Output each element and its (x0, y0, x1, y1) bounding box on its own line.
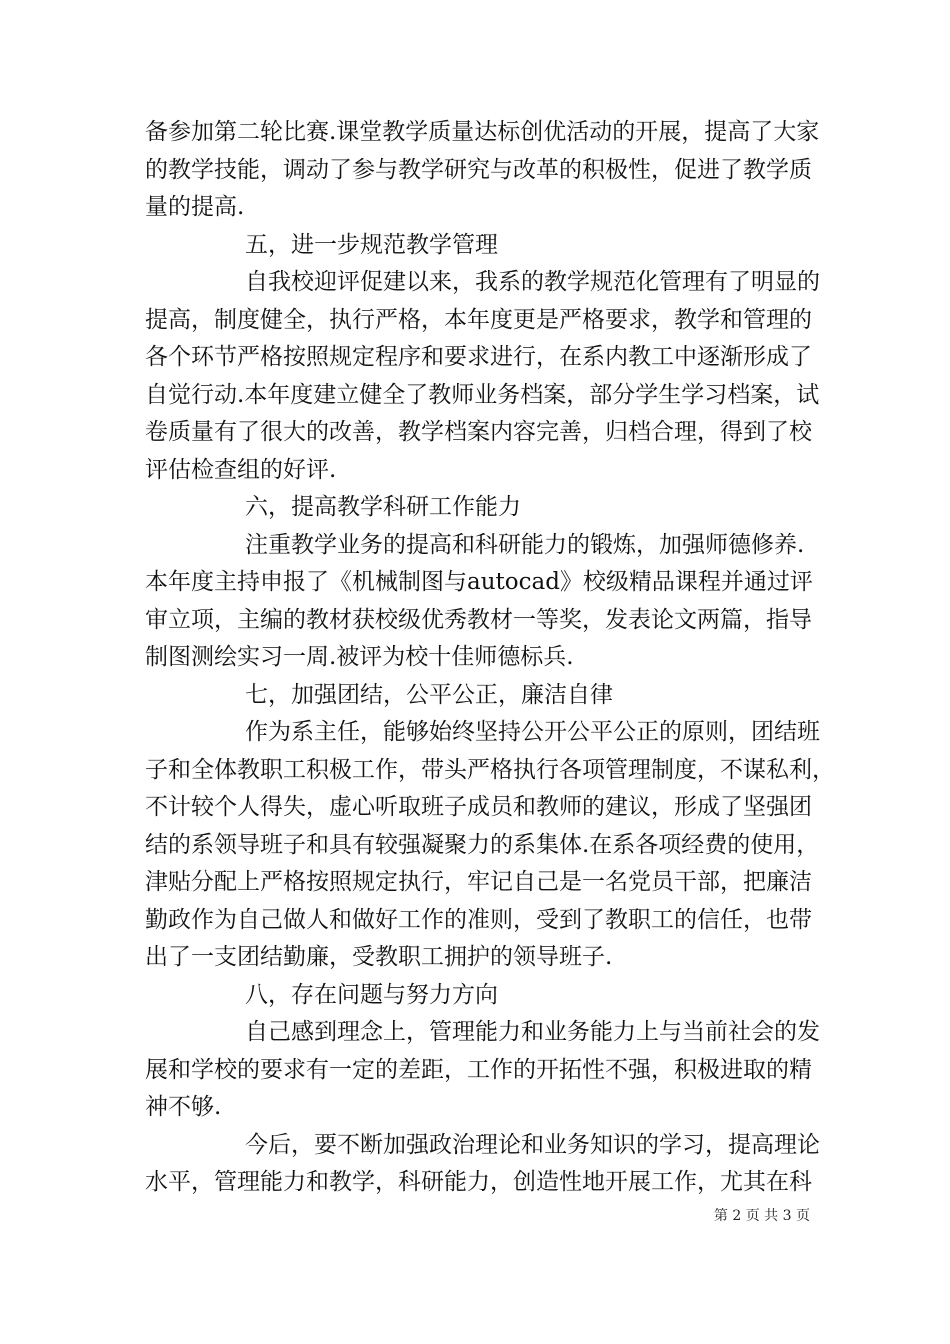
text-line: 结的系领导班子和具有较强凝聚力的系集体.在系各项经费的使用， (145, 831, 820, 858)
text-line: 本年度主持申报了《机械制图与autocad》校级精品课程并通过评 (145, 569, 813, 595)
text-line: 卷质量有了很大的改善，教学档案内容完善，归档合理，得到了校 (145, 419, 812, 445)
text-line: 作为系主任，能够始终坚持公开公平公正的原则，团结班 (245, 719, 820, 745)
section-heading: 五，进一步规范教学管理 (245, 231, 498, 258)
text-line: 审立项，主编的教材获校级优秀教材一等奖，发表论文两篇，指导 (145, 606, 812, 633)
text-line: 自觉行动.本年度建立健全了教师业务档案，部分学生学习档案，试 (145, 381, 820, 408)
section-heading: 七，加强团结，公平公正，廉洁自律 (245, 681, 613, 708)
text-line: 提高，制度健全，执行严格，本年度更是严格要求，教学和管理的 (145, 306, 812, 333)
section-heading: 八，存在问题与努力方向 (245, 981, 498, 1008)
document-body (145, 114, 835, 1202)
text-line: 勤政作为自己做人和做好工作的准则，受到了教职工的信任，也带 (145, 906, 812, 933)
text-line: 津贴分配上严格按照规定执行，牢记自己是一名党员干部，把廉洁 (145, 869, 812, 895)
text-line: 自我校迎评促建以来，我系的教学规范化管理有了明显的 (245, 269, 820, 295)
text-line: 量的提高. (145, 194, 245, 220)
text-line: 注重教学业务的提高和科研能力的锻炼，加强师德修养. (245, 531, 805, 558)
page-footer: 第 2 页 共 3 页 (713, 1208, 810, 1224)
text-line: 子和全体教职工积极工作，带头严格执行各项管理制度，不谋私利， (145, 756, 835, 783)
text-line: 神不够. (145, 1094, 222, 1120)
text-line: 自己感到理念上，管理能力和业务能力上与当前社会的发 (245, 1019, 820, 1045)
text-line: 评估检查组的好评. (145, 456, 337, 483)
text-line: 水平，管理能力和教学，科研能力，创造性地开展工作，尤其在科 (145, 1169, 812, 1195)
text-line: 各个环节严格按照规定程序和要求进行，在系内教工中逐渐形成了 (145, 344, 812, 370)
text-line: 展和学校的要求有一定的差距，工作的开拓性不强，积极进取的精 (145, 1056, 812, 1083)
text-line: 制图测绘实习一周.被评为校十佳师德标兵. (145, 644, 574, 670)
text-line: 的教学技能，调动了参与教学研究与改革的积极性，促进了教学质 (145, 156, 812, 183)
text-line: 备参加第二轮比赛.课堂教学质量达标创优活动的开展，提高了大家 (145, 119, 820, 145)
text-line: 今后，要不断加强政治理论和业务知识的学习，提高理论 (245, 1131, 820, 1158)
section-heading: 六，提高教学科研工作能力 (245, 494, 521, 520)
text-line: 不计较个人得失，虚心听取班子成员和教师的建议，形成了坚强团 (145, 794, 812, 820)
text-line: 出了一支团结勤廉，受教职工拥护的领导班子. (145, 944, 613, 970)
